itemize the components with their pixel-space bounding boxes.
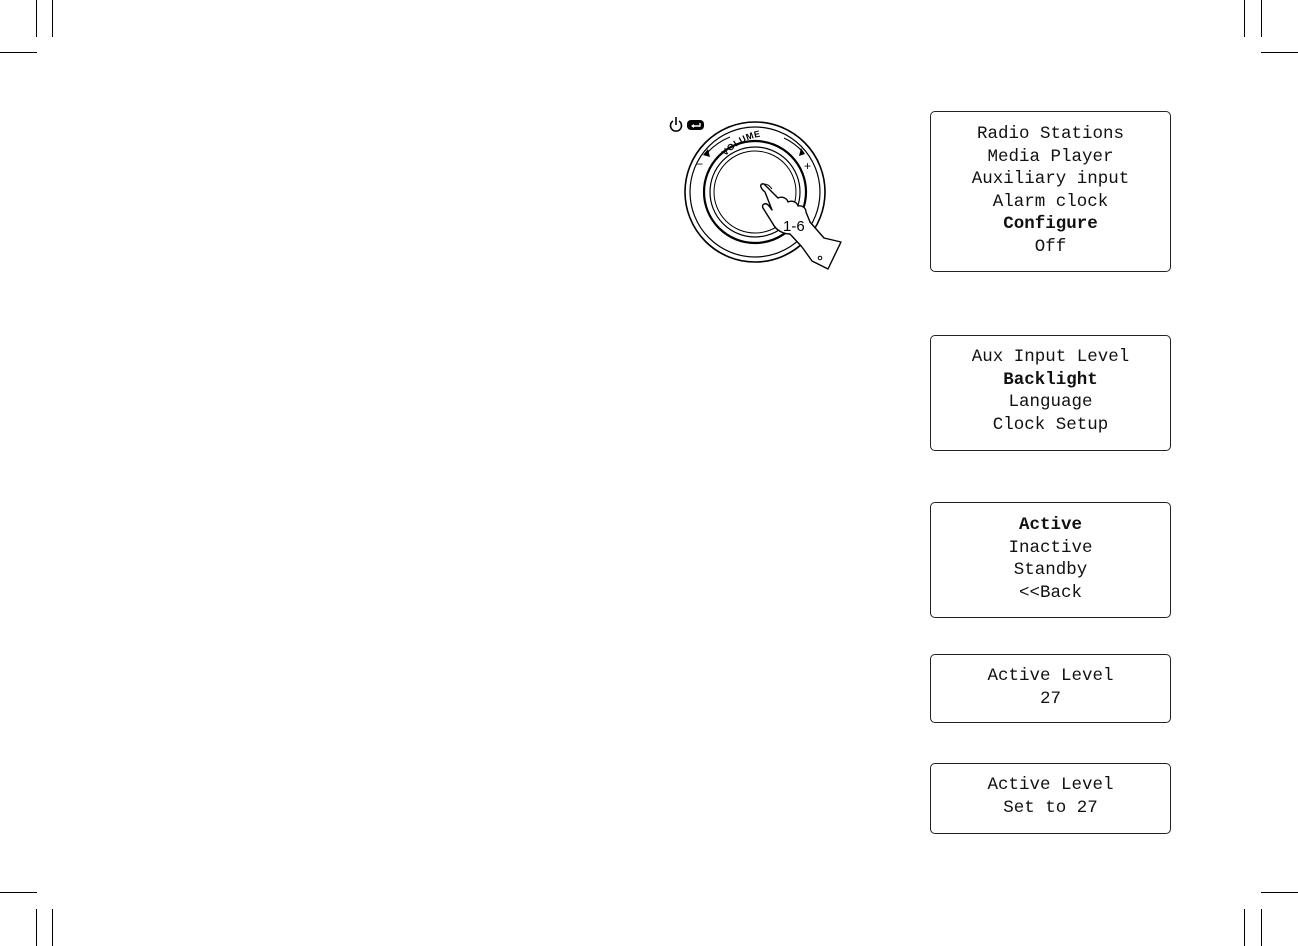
menu-line: Media Player	[987, 146, 1114, 167]
menu-line: Clock Setup	[992, 414, 1109, 435]
menu-line: Aux Input Level	[971, 347, 1130, 367]
menu-line: Off	[1034, 236, 1067, 257]
menu-line: Radio Stations	[976, 124, 1125, 144]
enter-icon	[687, 120, 704, 130]
crop-mark	[1261, 892, 1298, 893]
crop-mark	[1244, 909, 1245, 946]
volume-knob-illustration	[660, 112, 850, 282]
plus-sign: +	[804, 159, 812, 173]
level-value: 27	[1039, 688, 1061, 709]
crop-mark	[0, 52, 37, 53]
crop-mark	[1244, 0, 1245, 37]
level-title: Active Level	[987, 666, 1114, 686]
crop-mark	[0, 892, 37, 893]
crop-mark	[1261, 909, 1262, 946]
crop-mark	[52, 909, 53, 946]
crop-mark	[36, 0, 37, 37]
menu-line: Inactive	[1008, 537, 1093, 558]
crop-mark	[36, 909, 37, 946]
minus-sign: −	[696, 157, 704, 171]
display-configure-menu	[930, 335, 1171, 451]
menu-line-selected: Backlight	[1003, 369, 1098, 390]
level-confirmation: Set to 27	[1003, 797, 1098, 818]
menu-line: Alarm clock	[992, 191, 1109, 212]
crop-mark	[52, 0, 53, 37]
display-active-level-confirm	[930, 763, 1171, 834]
menu-line-selected: Configure	[1003, 214, 1098, 234]
menu-line-selected: Active	[1018, 515, 1082, 535]
menu-line: Language	[1008, 392, 1093, 412]
display-main-menu	[930, 111, 1171, 272]
display-backlight-menu	[930, 502, 1171, 618]
step-label: 1-6	[783, 218, 805, 235]
menu-line: Auxiliary input	[971, 169, 1130, 189]
power-icon	[671, 117, 682, 131]
crop-mark	[1261, 52, 1298, 53]
menu-line: Standby	[1013, 560, 1088, 580]
volume-ring-label: VOLUME	[719, 128, 762, 158]
menu-line: <<Back	[1018, 582, 1082, 603]
display-active-level	[930, 654, 1171, 723]
level-title: Active Level	[987, 775, 1114, 795]
crop-mark	[1261, 0, 1262, 37]
